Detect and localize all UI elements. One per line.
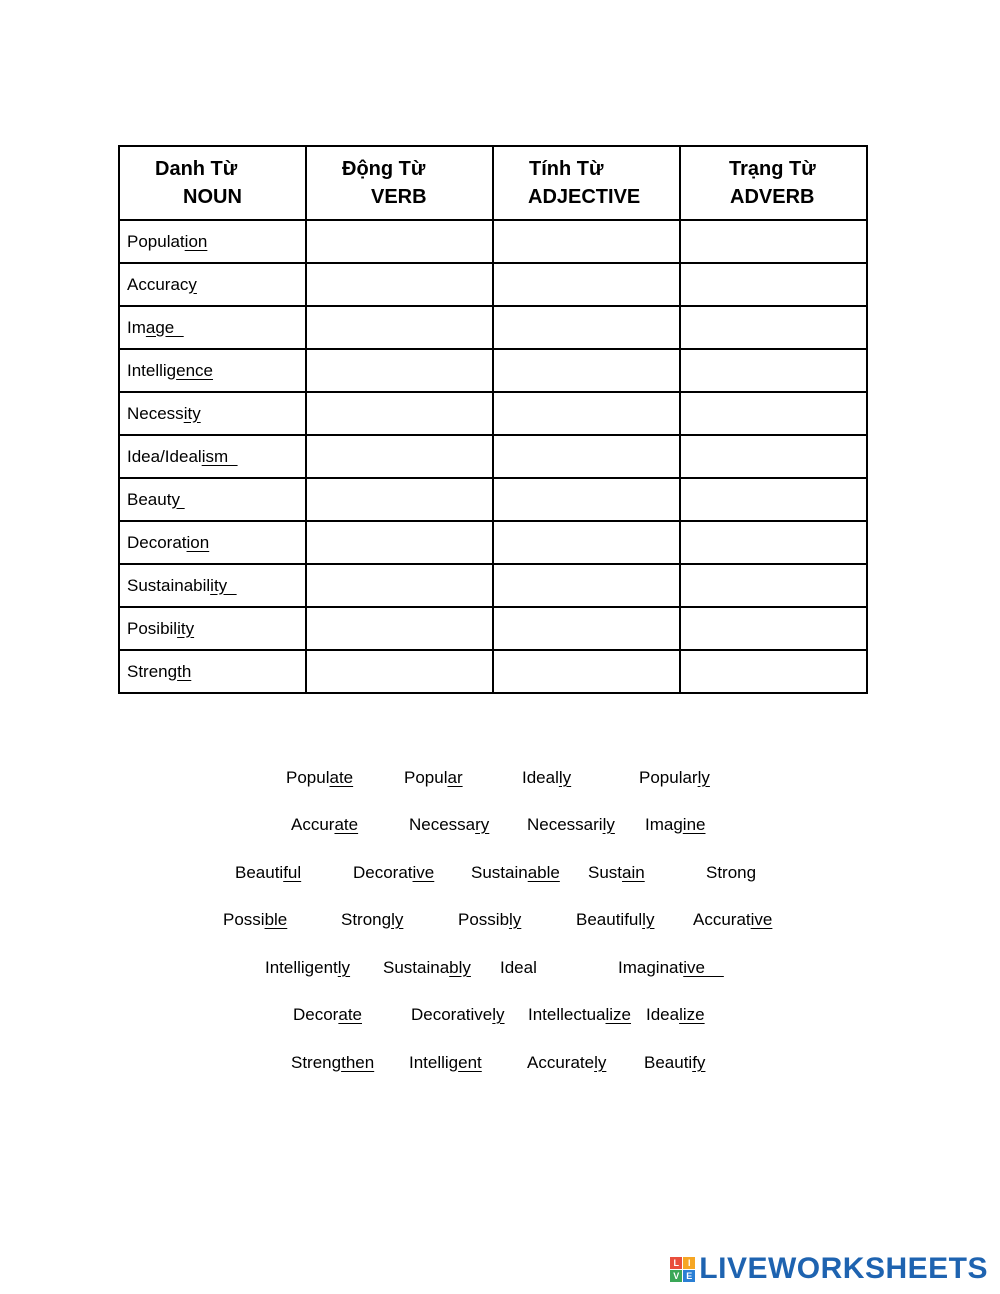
noun-word [120,490,185,509]
header-adverb [680,146,867,220]
word-stem: Decorative [411,1005,493,1024]
verb-answer-input[interactable] [307,307,492,348]
verb-cell [306,435,493,478]
adverb-answer-input[interactable] [681,436,866,477]
word-bank-item[interactable] [235,863,301,883]
word-stem: Possi [223,910,265,929]
word-stem: Intelligent [265,958,338,977]
word-suffix: able [527,863,560,882]
word-suffix: fy [692,1053,706,1072]
adverb-answer-input[interactable] [681,393,866,434]
liveworksheets-logo [670,1253,988,1285]
adjective-cell [493,564,680,607]
word-form-table [118,145,868,694]
word-bank-row [0,1053,1000,1077]
word-bank-item[interactable] [458,910,521,930]
noun-word [120,232,207,251]
word-bank-row [0,863,1000,887]
verb-answer-input[interactable] [307,436,492,477]
verb-cell [306,263,493,306]
noun-cell [119,521,306,564]
word-bank-item[interactable] [522,768,571,788]
word-stem: Beauti [235,863,284,882]
word-stem: Popular [639,768,698,787]
word-bank-row [0,910,1000,934]
word-stem: Necessa [409,815,476,834]
noun-word [120,404,201,423]
noun-word [120,447,238,466]
header-noun-vi: Danh Từ [155,158,238,180]
adjective-cell [493,263,680,306]
word-stem: Beauti [644,1053,693,1072]
word-stem: Necessari [527,815,603,834]
word-suffix: ly [602,815,615,834]
adjective-cell [493,435,680,478]
noun-suffix: age [145,317,184,337]
table-row [119,521,867,564]
word-suffix: ive [750,910,773,929]
word-suffix: lize [605,1005,632,1024]
word-stem: Imaginat [618,958,684,977]
logo-icon-tile: V [670,1270,682,1282]
verb-cell [306,478,493,521]
header-noun [119,146,306,220]
word-bank-item[interactable] [411,1005,505,1025]
verb-answer-input[interactable] [307,393,492,434]
adjective-answer-input[interactable] [494,393,679,434]
verb-answer-input[interactable] [307,651,492,692]
word-bank-item[interactable] [286,768,353,788]
word-bank-item[interactable] [588,863,645,883]
adverb-answer-input[interactable] [681,651,866,692]
adjective-answer-input[interactable] [494,522,679,563]
word-bank-item[interactable] [528,1005,631,1025]
adverb-cell [680,392,867,435]
verb-answer-input[interactable] [307,264,492,305]
noun-stem: Im [127,317,146,337]
word-suffix: ly [492,1005,505,1024]
adverb-answer-input[interactable] [681,264,866,305]
header-adjective-vi: Tính Từ [529,158,604,180]
noun-suffix: ity [177,618,195,638]
noun-stem: Streng [127,661,178,681]
noun-suffix: ism [201,446,238,466]
word-stem: Ideal [500,958,537,977]
adjective-answer-input[interactable] [494,350,679,391]
noun-stem: Accurac [127,274,189,294]
word-bank-item[interactable] [645,815,705,835]
word-stem: Beautiful [576,910,643,929]
word-bank-item[interactable] [576,910,654,930]
noun-cell [119,349,306,392]
verb-cell [306,650,493,693]
logo-icon-tile: L [670,1257,682,1269]
verb-cell [306,607,493,650]
adjective-answer-input[interactable] [494,651,679,692]
adjective-cell [493,607,680,650]
table-row [119,263,867,306]
noun-cell [119,306,306,349]
adverb-cell [680,306,867,349]
adverb-cell [680,435,867,478]
logo-icon-tile: E [683,1270,695,1282]
table-body [119,220,867,693]
word-stem: Strong [706,863,757,882]
word-bank-item[interactable] [341,910,403,930]
word-bank-item[interactable] [646,1005,705,1025]
noun-stem: Beaut [127,489,172,509]
noun-suffix: y [188,274,197,294]
header-adverb-vi: Trạng Từ [729,158,816,180]
word-bank-item[interactable] [527,1053,606,1073]
noun-word [120,361,213,380]
header-noun-en: NOUN [183,186,242,208]
noun-stem: Populat [127,231,185,251]
noun-stem: Decorat [127,532,187,552]
adverb-cell [680,349,867,392]
noun-suffix: ence [176,360,214,380]
noun-cell [119,607,306,650]
table-row [119,650,867,693]
word-stem: Intellig [409,1053,459,1072]
word-bank-item[interactable] [265,958,350,978]
verb-answer-input[interactable] [307,565,492,606]
word-suffix: ive [412,863,435,882]
adverb-cell [680,478,867,521]
adverb-cell [680,263,867,306]
word-bank-item[interactable] [706,863,756,883]
noun-cell [119,220,306,263]
adverb-cell [680,564,867,607]
adjective-answer-input[interactable] [494,264,679,305]
word-bank-item[interactable] [500,958,537,978]
adjective-answer-input[interactable] [494,307,679,348]
noun-stem: Sustainabil [127,575,211,595]
table-row [119,435,867,478]
header-verb [306,146,493,220]
word-bank-item[interactable] [353,863,434,883]
word-stem: Streng [291,1053,342,1072]
word-suffix: ine [682,815,706,834]
word-suffix: ive [683,958,724,977]
word-suffix: ain [622,863,645,882]
adjective-answer-input[interactable] [494,565,679,606]
noun-cell [119,650,306,693]
adverb-cell [680,521,867,564]
word-stem: Accurate [527,1053,595,1072]
table-row [119,306,867,349]
word-suffix: ly [558,768,572,787]
word-stem: Imag [645,815,683,834]
noun-cell [119,435,306,478]
adjective-answer-input[interactable] [494,221,679,262]
header-adjective-en: ADJECTIVE [528,186,641,208]
word-stem: Accur [291,815,335,834]
adjective-cell [493,650,680,693]
word-stem: Popul [286,768,330,787]
table-row [119,607,867,650]
word-bank-item[interactable] [527,815,615,835]
noun-suffix: th [177,661,192,681]
word-stem: Popul [404,768,448,787]
word-bank-item[interactable] [693,910,772,930]
word-bank-item[interactable] [471,863,560,883]
header-adjective [493,146,680,220]
word-bank-row [0,1005,1000,1029]
word-suffix: ble [264,910,288,929]
header-verb-en: VERB [371,186,427,208]
word-bank-item[interactable] [383,958,471,978]
word-stem: Sust [588,863,623,882]
word-suffix: then [341,1053,375,1072]
word-bank-row [0,768,1000,792]
word-suffix: ly [337,958,351,977]
word-suffix: ate [338,1005,362,1024]
word-stem: Decor [293,1005,339,1024]
word-suffix: ent [458,1053,482,1072]
adverb-cell [680,650,867,693]
word-bank-row [0,958,1000,982]
verb-answer-input[interactable] [307,350,492,391]
word-bank-item[interactable] [404,768,463,788]
word-suffix: ar [447,768,463,787]
adjective-answer-input[interactable] [494,479,679,520]
noun-cell [119,392,306,435]
noun-suffix: ity [210,575,237,595]
word-suffix: ly [697,768,710,787]
verb-cell [306,521,493,564]
verb-answer-input[interactable] [307,522,492,563]
table-row [119,220,867,263]
noun-suffix: ion [184,231,208,251]
word-stem: Strong [341,910,392,929]
verb-answer-input[interactable] [307,608,492,649]
word-suffix: ly [594,1053,607,1072]
table-row [119,349,867,392]
adverb-answer-input[interactable] [681,307,866,348]
word-suffix: ry [475,815,490,834]
adverb-answer-input[interactable] [681,221,866,262]
noun-stem: Posibil [127,618,178,638]
word-suffix: ly [391,910,404,929]
noun-stem: Necess [127,403,184,423]
adverb-cell [680,220,867,263]
noun-word [120,318,184,337]
word-stem: Accurat [693,910,751,929]
verb-answer-input[interactable] [307,479,492,520]
header-verb-vi: Động Từ [342,158,426,180]
word-suffix: bly [449,958,471,977]
adjective-answer-input[interactable] [494,608,679,649]
word-bank-item[interactable] [291,1053,374,1073]
header-adverb-en: ADVERB [730,186,815,208]
adverb-answer-input[interactable] [681,565,866,606]
adjective-answer-input[interactable] [494,436,679,477]
word-bank-item[interactable] [409,815,489,835]
noun-cell [119,263,306,306]
noun-word [120,576,237,595]
word-suffix: ly [642,910,655,929]
noun-word [120,533,209,552]
word-stem: Ideal [522,768,559,787]
word-bank-item[interactable] [223,910,287,930]
word-stem: Sustaina [383,958,450,977]
adjective-cell [493,521,680,564]
word-stem: Decorat [353,863,413,882]
word-bank-item[interactable] [644,1053,705,1073]
word-stem: Idea [646,1005,680,1024]
word-suffix: ly [509,910,522,929]
word-suffix: ful [283,863,302,882]
adverb-answer-input[interactable] [681,608,866,649]
word-bank-item[interactable] [409,1053,482,1073]
word-stem: Possib [458,910,510,929]
logo-icon-tile: I [683,1257,695,1269]
word-bank-row [0,815,1000,839]
word-bank-item[interactable] [618,958,724,978]
table-row [119,564,867,607]
adjective-cell [493,306,680,349]
noun-word [120,662,191,681]
noun-cell [119,564,306,607]
adverb-answer-input[interactable] [681,522,866,563]
table-header-row [119,146,867,220]
logo-text: LIVEWORKSHEETS [699,1252,988,1285]
noun-stem: Intellig [127,360,177,380]
adjective-cell [493,349,680,392]
adjective-cell [493,478,680,521]
word-bank-item[interactable] [293,1005,362,1025]
adverb-answer-input[interactable] [681,479,866,520]
table-row [119,392,867,435]
verb-cell [306,306,493,349]
adverb-answer-input[interactable] [681,350,866,391]
word-suffix: ate [334,815,359,834]
liveworksheets-logo-icon [670,1257,695,1282]
word-bank-item[interactable] [639,768,710,788]
verb-cell [306,220,493,263]
noun-suffix: ity [183,403,201,423]
word-suffix: ate [329,768,354,787]
verb-cell [306,564,493,607]
word-stem: Sustain [471,863,528,882]
adverb-cell [680,607,867,650]
word-suffix: lize [679,1005,705,1024]
noun-suffix: y [171,489,185,509]
verb-cell [306,392,493,435]
noun-cell [119,478,306,521]
noun-stem: Idea/Ideal [127,446,202,466]
noun-word [120,275,197,294]
table-row [119,478,867,521]
verb-answer-input[interactable] [307,221,492,262]
verb-cell [306,349,493,392]
noun-suffix: ion [186,532,210,552]
noun-word [120,619,194,638]
adjective-cell [493,392,680,435]
word-bank-item[interactable] [291,815,358,835]
adjective-cell [493,220,680,263]
word-stem: Intellectua [528,1005,606,1024]
